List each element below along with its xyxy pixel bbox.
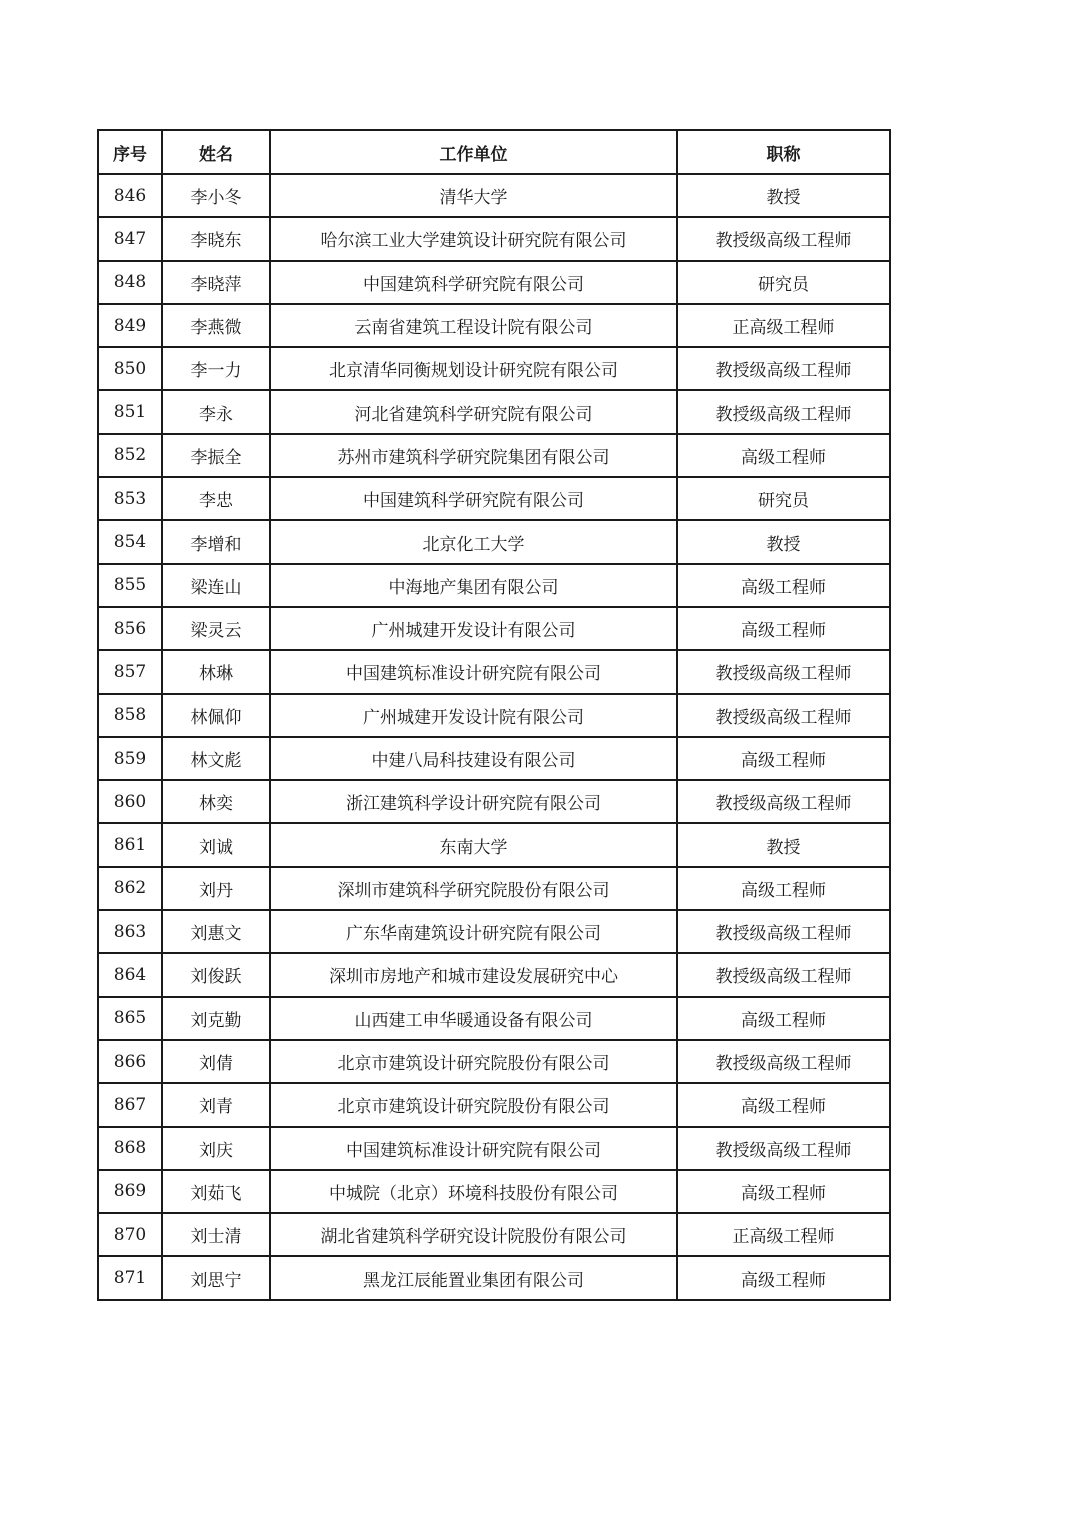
cell-name: 林奕 bbox=[162, 780, 270, 823]
cell-name: 李小冬 bbox=[162, 174, 270, 217]
cell-workplace: 清华大学 bbox=[270, 174, 677, 217]
cell-index: 855 bbox=[98, 564, 162, 607]
cell-name: 李振全 bbox=[162, 434, 270, 477]
cell-index: 850 bbox=[98, 347, 162, 390]
cell-workplace: 中建八局科技建设有限公司 bbox=[270, 737, 677, 780]
table-body bbox=[98, 174, 890, 1300]
cell-name: 刘诚 bbox=[162, 823, 270, 866]
table-row bbox=[98, 780, 890, 823]
cell-workplace: 中国建筑科学研究院有限公司 bbox=[270, 477, 677, 520]
table-row bbox=[98, 1127, 890, 1170]
cell-title: 高级工程师 bbox=[677, 607, 890, 650]
cell-title: 教授级高级工程师 bbox=[677, 347, 890, 390]
cell-name: 刘惠文 bbox=[162, 910, 270, 953]
cell-workplace: 云南省建筑工程设计院有限公司 bbox=[270, 304, 677, 347]
cell-workplace: 湖北省建筑科学研究设计院股份有限公司 bbox=[270, 1213, 677, 1256]
cell-name: 李晓萍 bbox=[162, 261, 270, 304]
table-row bbox=[98, 390, 890, 433]
cell-index: 870 bbox=[98, 1213, 162, 1256]
table-row bbox=[98, 650, 890, 693]
table-row bbox=[98, 1170, 890, 1213]
cell-name: 刘丹 bbox=[162, 867, 270, 910]
header-title: 职称 bbox=[677, 130, 890, 174]
cell-index: 859 bbox=[98, 737, 162, 780]
roster-table bbox=[97, 129, 891, 1301]
header-name: 姓名 bbox=[162, 130, 270, 174]
cell-index: 863 bbox=[98, 910, 162, 953]
cell-name: 刘倩 bbox=[162, 1040, 270, 1083]
cell-index: 847 bbox=[98, 217, 162, 260]
cell-index: 849 bbox=[98, 304, 162, 347]
table-row bbox=[98, 953, 890, 996]
cell-title: 教授 bbox=[677, 520, 890, 563]
cell-index: 867 bbox=[98, 1083, 162, 1126]
cell-workplace: 中国建筑科学研究院有限公司 bbox=[270, 261, 677, 304]
table-row bbox=[98, 910, 890, 953]
cell-index: 866 bbox=[98, 1040, 162, 1083]
cell-name: 梁灵云 bbox=[162, 607, 270, 650]
table-row bbox=[98, 261, 890, 304]
table-row bbox=[98, 1256, 890, 1299]
cell-title: 教授级高级工程师 bbox=[677, 650, 890, 693]
cell-title: 教授级高级工程师 bbox=[677, 953, 890, 996]
table-row bbox=[98, 1213, 890, 1256]
cell-title: 教授级高级工程师 bbox=[677, 910, 890, 953]
cell-name: 林佩仰 bbox=[162, 694, 270, 737]
cell-index: 861 bbox=[98, 823, 162, 866]
table-row bbox=[98, 434, 890, 477]
cell-title: 教授级高级工程师 bbox=[677, 694, 890, 737]
cell-workplace: 河北省建筑科学研究院有限公司 bbox=[270, 390, 677, 433]
cell-title: 高级工程师 bbox=[677, 867, 890, 910]
cell-name: 刘俊跃 bbox=[162, 953, 270, 996]
table-header bbox=[98, 130, 890, 174]
cell-workplace: 中国建筑标准设计研究院有限公司 bbox=[270, 1127, 677, 1170]
cell-name: 刘茹飞 bbox=[162, 1170, 270, 1213]
cell-title: 高级工程师 bbox=[677, 737, 890, 780]
cell-workplace: 广东华南建筑设计研究院有限公司 bbox=[270, 910, 677, 953]
cell-workplace: 深圳市建筑科学研究院股份有限公司 bbox=[270, 867, 677, 910]
cell-name: 李忠 bbox=[162, 477, 270, 520]
cell-title: 教授级高级工程师 bbox=[677, 217, 890, 260]
header-row bbox=[98, 130, 890, 174]
cell-workplace: 中城院（北京）环境科技股份有限公司 bbox=[270, 1170, 677, 1213]
table-row bbox=[98, 1083, 890, 1126]
cell-workplace: 北京清华同衡规划设计研究院有限公司 bbox=[270, 347, 677, 390]
table-row bbox=[98, 477, 890, 520]
cell-title: 高级工程师 bbox=[677, 997, 890, 1040]
cell-name: 李晓东 bbox=[162, 217, 270, 260]
cell-workplace: 深圳市房地产和城市建设发展研究中心 bbox=[270, 953, 677, 996]
cell-workplace: 中国建筑标准设计研究院有限公司 bbox=[270, 650, 677, 693]
cell-title: 正高级工程师 bbox=[677, 304, 890, 347]
cell-title: 高级工程师 bbox=[677, 1170, 890, 1213]
cell-index: 858 bbox=[98, 694, 162, 737]
cell-workplace: 东南大学 bbox=[270, 823, 677, 866]
cell-workplace: 北京市建筑设计研究院股份有限公司 bbox=[270, 1040, 677, 1083]
cell-name: 刘克勤 bbox=[162, 997, 270, 1040]
cell-index: 862 bbox=[98, 867, 162, 910]
cell-title: 高级工程师 bbox=[677, 434, 890, 477]
table-row bbox=[98, 217, 890, 260]
cell-name: 李一力 bbox=[162, 347, 270, 390]
cell-workplace: 黑龙江辰能置业集团有限公司 bbox=[270, 1256, 677, 1299]
cell-index: 857 bbox=[98, 650, 162, 693]
cell-index: 871 bbox=[98, 1256, 162, 1299]
cell-index: 853 bbox=[98, 477, 162, 520]
cell-index: 852 bbox=[98, 434, 162, 477]
cell-name: 李增和 bbox=[162, 520, 270, 563]
table-row bbox=[98, 174, 890, 217]
table-row bbox=[98, 304, 890, 347]
cell-title: 教授级高级工程师 bbox=[677, 390, 890, 433]
header-workplace: 工作单位 bbox=[270, 130, 677, 174]
cell-name: 林文彪 bbox=[162, 737, 270, 780]
cell-name: 刘青 bbox=[162, 1083, 270, 1126]
cell-workplace: 哈尔滨工业大学建筑设计研究院有限公司 bbox=[270, 217, 677, 260]
cell-index: 851 bbox=[98, 390, 162, 433]
cell-name: 梁连山 bbox=[162, 564, 270, 607]
cell-index: 869 bbox=[98, 1170, 162, 1213]
cell-name: 李永 bbox=[162, 390, 270, 433]
cell-index: 865 bbox=[98, 997, 162, 1040]
cell-title: 正高级工程师 bbox=[677, 1213, 890, 1256]
cell-workplace: 广州城建开发设计院有限公司 bbox=[270, 694, 677, 737]
cell-index: 848 bbox=[98, 261, 162, 304]
table-row bbox=[98, 737, 890, 780]
cell-workplace: 中海地产集团有限公司 bbox=[270, 564, 677, 607]
cell-index: 854 bbox=[98, 520, 162, 563]
cell-title: 高级工程师 bbox=[677, 1083, 890, 1126]
table-row bbox=[98, 564, 890, 607]
cell-title: 教授级高级工程师 bbox=[677, 1040, 890, 1083]
cell-index: 868 bbox=[98, 1127, 162, 1170]
cell-name: 林琳 bbox=[162, 650, 270, 693]
cell-workplace: 广州城建开发设计有限公司 bbox=[270, 607, 677, 650]
cell-title: 教授 bbox=[677, 174, 890, 217]
cell-title: 研究员 bbox=[677, 261, 890, 304]
table-row bbox=[98, 823, 890, 866]
header-index: 序号 bbox=[98, 130, 162, 174]
cell-index: 846 bbox=[98, 174, 162, 217]
table-row bbox=[98, 607, 890, 650]
table-row bbox=[98, 997, 890, 1040]
cell-title: 高级工程师 bbox=[677, 564, 890, 607]
cell-index: 860 bbox=[98, 780, 162, 823]
cell-workplace: 苏州市建筑科学研究院集团有限公司 bbox=[270, 434, 677, 477]
cell-title: 教授级高级工程师 bbox=[677, 780, 890, 823]
cell-name: 李燕微 bbox=[162, 304, 270, 347]
cell-workplace: 山西建工申华暖通设备有限公司 bbox=[270, 997, 677, 1040]
cell-workplace: 北京市建筑设计研究院股份有限公司 bbox=[270, 1083, 677, 1126]
table-row bbox=[98, 867, 890, 910]
table-row bbox=[98, 520, 890, 563]
cell-title: 教授级高级工程师 bbox=[677, 1127, 890, 1170]
cell-workplace: 北京化工大学 bbox=[270, 520, 677, 563]
cell-title: 高级工程师 bbox=[677, 1256, 890, 1299]
cell-workplace: 浙江建筑科学设计研究院有限公司 bbox=[270, 780, 677, 823]
cell-name: 刘庆 bbox=[162, 1127, 270, 1170]
cell-title: 研究员 bbox=[677, 477, 890, 520]
table-row bbox=[98, 347, 890, 390]
cell-title: 教授 bbox=[677, 823, 890, 866]
table-row bbox=[98, 694, 890, 737]
cell-name: 刘思宁 bbox=[162, 1256, 270, 1299]
cell-name: 刘士清 bbox=[162, 1213, 270, 1256]
cell-index: 864 bbox=[98, 953, 162, 996]
table-row bbox=[98, 1040, 890, 1083]
cell-index: 856 bbox=[98, 607, 162, 650]
